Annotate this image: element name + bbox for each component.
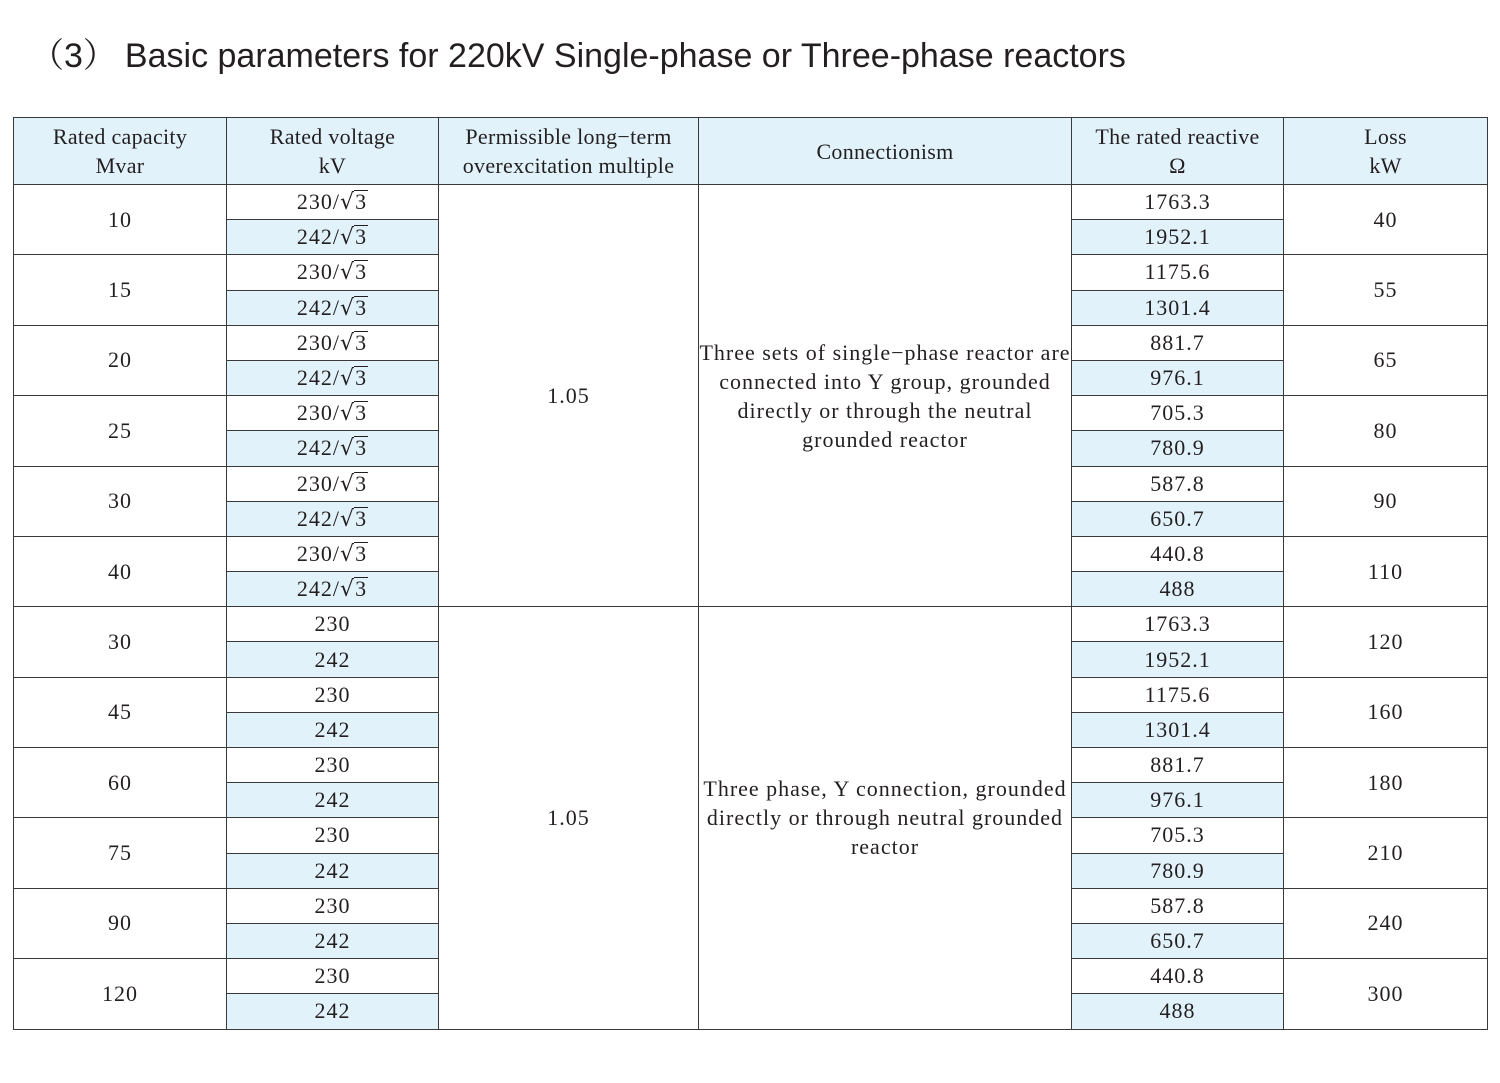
voltage-value: 242 xyxy=(314,857,351,883)
sqrt-symbol: √ xyxy=(340,436,356,462)
header-reactive xyxy=(1072,118,1284,185)
voltage-value: 242 xyxy=(314,716,351,742)
header-overexcitation xyxy=(439,118,699,185)
header-loss-unit: kW xyxy=(1369,153,1402,178)
voltage-value: 242/ xyxy=(296,365,341,391)
table-row xyxy=(14,607,1488,642)
voltage-cell xyxy=(227,220,439,255)
table-row xyxy=(14,185,1488,220)
capacity-cell: 60 xyxy=(14,748,227,818)
voltage-cell xyxy=(227,853,439,888)
voltage-value: 242/ xyxy=(296,435,341,461)
voltage-value: 242/ xyxy=(296,576,341,602)
capacity-cell: 25 xyxy=(14,396,227,466)
sqrt-radicand: 3 xyxy=(355,576,368,602)
loss-cell: 160 xyxy=(1284,677,1488,747)
voltage-cell xyxy=(227,431,439,466)
voltage-value: 242 xyxy=(314,787,351,813)
capacity-cell: 45 xyxy=(14,677,227,747)
voltage-cell xyxy=(227,360,439,395)
connectionism-cell: Three sets of single−phase reactor are connected into Y group, grounded directly or through the neutral grounded reactor xyxy=(699,185,1072,607)
sqrt-radicand: 3 xyxy=(355,189,368,215)
voltage-cell xyxy=(227,818,439,853)
reactive-cell: 780.9 xyxy=(1072,431,1284,466)
reactive-cell: 587.8 xyxy=(1072,466,1284,501)
loss-cell: 55 xyxy=(1284,255,1488,325)
loss-cell: 180 xyxy=(1284,748,1488,818)
capacity-cell: 90 xyxy=(14,888,227,958)
table-body xyxy=(14,185,1488,1030)
voltage-cell xyxy=(227,642,439,677)
header-row xyxy=(14,118,1488,185)
title-number: （3） xyxy=(30,37,117,75)
voltage-value: 242/ xyxy=(296,505,341,531)
title-text: Basic parameters for 220kV Single-phase or Three-phase reactors xyxy=(124,37,1126,75)
reactive-cell: 1763.3 xyxy=(1072,185,1284,220)
loss-cell: 80 xyxy=(1284,396,1488,466)
reactive-cell: 1301.4 xyxy=(1072,290,1284,325)
sqrt-symbol: √ xyxy=(340,366,356,392)
sqrt-radicand: 3 xyxy=(355,329,368,355)
header-capacity xyxy=(14,118,227,185)
voltage-value: 230 xyxy=(314,892,351,918)
voltage-cell xyxy=(227,677,439,712)
header-capacity-unit: Mvar xyxy=(95,153,145,178)
loss-cell: 40 xyxy=(1284,185,1488,255)
voltage-cell xyxy=(227,396,439,431)
reactive-cell: 780.9 xyxy=(1072,853,1284,888)
reactive-cell: 587.8 xyxy=(1072,888,1284,923)
voltage-value: 242 xyxy=(314,928,351,954)
sqrt-radicand: 3 xyxy=(355,435,368,461)
header-connectionism: Connectionism xyxy=(699,118,1072,185)
voltage-cell xyxy=(227,255,439,290)
page-title xyxy=(30,28,1126,77)
header-voltage xyxy=(227,118,439,185)
voltage-value: 230/ xyxy=(296,329,341,355)
sqrt-radicand: 3 xyxy=(355,470,368,496)
sqrt-symbol: √ xyxy=(340,260,356,286)
reactive-cell: 881.7 xyxy=(1072,325,1284,360)
sqrt-radicand: 3 xyxy=(355,365,368,391)
voltage-value: 230/ xyxy=(296,470,341,496)
voltage-cell xyxy=(227,290,439,325)
header-reactive-unit: Ω xyxy=(1169,153,1186,178)
voltage-cell xyxy=(227,748,439,783)
sqrt-symbol: √ xyxy=(340,190,356,216)
voltage-value: 230/ xyxy=(296,540,341,566)
loss-cell: 210 xyxy=(1284,818,1488,888)
capacity-cell: 75 xyxy=(14,818,227,888)
voltage-value: 230 xyxy=(314,822,351,848)
reactive-cell: 976.1 xyxy=(1072,360,1284,395)
connectionism-cell: Three phase, Y connection, grounded directly or through neutral grounded reactor xyxy=(699,607,1072,1029)
sqrt-radicand: 3 xyxy=(355,224,368,250)
voltage-cell xyxy=(227,994,439,1029)
voltage-value: 230/ xyxy=(296,259,341,285)
loss-cell: 300 xyxy=(1284,959,1488,1029)
voltage-cell xyxy=(227,185,439,220)
voltage-value: 242 xyxy=(314,998,351,1024)
sqrt-symbol: √ xyxy=(340,577,356,603)
overexcitation-multiple-cell: 1.05 xyxy=(439,185,699,607)
sqrt-symbol: √ xyxy=(340,401,356,427)
header-overexcitation-line1: Permissible long−term xyxy=(465,124,672,149)
voltage-cell xyxy=(227,959,439,994)
sqrt-radicand: 3 xyxy=(355,294,368,320)
reactive-cell: 881.7 xyxy=(1072,748,1284,783)
voltage-value: 230/ xyxy=(296,400,341,426)
voltage-cell xyxy=(227,536,439,571)
capacity-cell: 30 xyxy=(14,607,227,677)
header-voltage-label: Rated voltage xyxy=(269,124,396,149)
reactive-cell: 488 xyxy=(1072,572,1284,607)
header-capacity-label: Rated capacity xyxy=(52,124,188,149)
reactive-cell: 1175.6 xyxy=(1072,255,1284,290)
reactive-cell: 440.8 xyxy=(1072,959,1284,994)
voltage-cell xyxy=(227,466,439,501)
capacity-cell: 40 xyxy=(14,536,227,606)
voltage-value: 242/ xyxy=(296,224,341,250)
voltage-cell xyxy=(227,923,439,958)
sqrt-symbol: √ xyxy=(340,471,356,497)
loss-cell: 240 xyxy=(1284,888,1488,958)
voltage-cell xyxy=(227,783,439,818)
reactive-cell: 1301.4 xyxy=(1072,712,1284,747)
reactive-cell: 1952.1 xyxy=(1072,220,1284,255)
reactive-cell: 650.7 xyxy=(1072,923,1284,958)
voltage-value: 230 xyxy=(314,681,351,707)
header-voltage-unit: kV xyxy=(318,153,347,178)
loss-cell: 120 xyxy=(1284,607,1488,677)
reactive-cell: 705.3 xyxy=(1072,396,1284,431)
capacity-cell: 120 xyxy=(14,959,227,1029)
capacity-cell: 15 xyxy=(14,255,227,325)
header-loss-label: Loss xyxy=(1364,124,1407,149)
sqrt-symbol: √ xyxy=(340,295,356,321)
loss-cell: 90 xyxy=(1284,466,1488,536)
parameters-table xyxy=(13,117,1488,1030)
header-overexcitation-line2: overexcitation multiple xyxy=(462,153,675,178)
reactive-cell: 1763.3 xyxy=(1072,607,1284,642)
voltage-value: 242 xyxy=(314,646,351,672)
voltage-cell xyxy=(227,607,439,642)
voltage-cell xyxy=(227,501,439,536)
loss-cell: 65 xyxy=(1284,325,1488,395)
voltage-cell xyxy=(227,325,439,360)
reactive-cell: 976.1 xyxy=(1072,783,1284,818)
loss-cell: 110 xyxy=(1284,536,1488,606)
capacity-cell: 30 xyxy=(14,466,227,536)
reactive-cell: 440.8 xyxy=(1072,536,1284,571)
sqrt-radicand: 3 xyxy=(355,540,368,566)
reactive-cell: 1175.6 xyxy=(1072,677,1284,712)
voltage-cell xyxy=(227,888,439,923)
capacity-cell: 10 xyxy=(14,185,227,255)
capacity-cell: 20 xyxy=(14,325,227,395)
overexcitation-multiple-cell: 1.05 xyxy=(439,607,699,1029)
sqrt-radicand: 3 xyxy=(355,259,368,285)
sqrt-symbol: √ xyxy=(340,506,356,532)
voltage-value: 242/ xyxy=(296,294,341,320)
header-loss xyxy=(1284,118,1488,185)
voltage-value: 230/ xyxy=(296,189,341,215)
voltage-value: 230 xyxy=(314,752,351,778)
sqrt-radicand: 3 xyxy=(355,400,368,426)
voltage-value: 230 xyxy=(314,963,351,989)
sqrt-symbol: √ xyxy=(340,330,356,356)
reactive-cell: 1952.1 xyxy=(1072,642,1284,677)
sqrt-symbol: √ xyxy=(340,541,356,567)
voltage-cell xyxy=(227,712,439,747)
reactive-cell: 488 xyxy=(1072,994,1284,1029)
sqrt-symbol: √ xyxy=(340,225,356,251)
header-reactive-label: The rated reactive xyxy=(1095,124,1260,149)
sqrt-radicand: 3 xyxy=(355,505,368,531)
reactive-cell: 650.7 xyxy=(1072,501,1284,536)
voltage-value: 230 xyxy=(314,611,351,637)
reactive-cell: 705.3 xyxy=(1072,818,1284,853)
voltage-cell xyxy=(227,572,439,607)
